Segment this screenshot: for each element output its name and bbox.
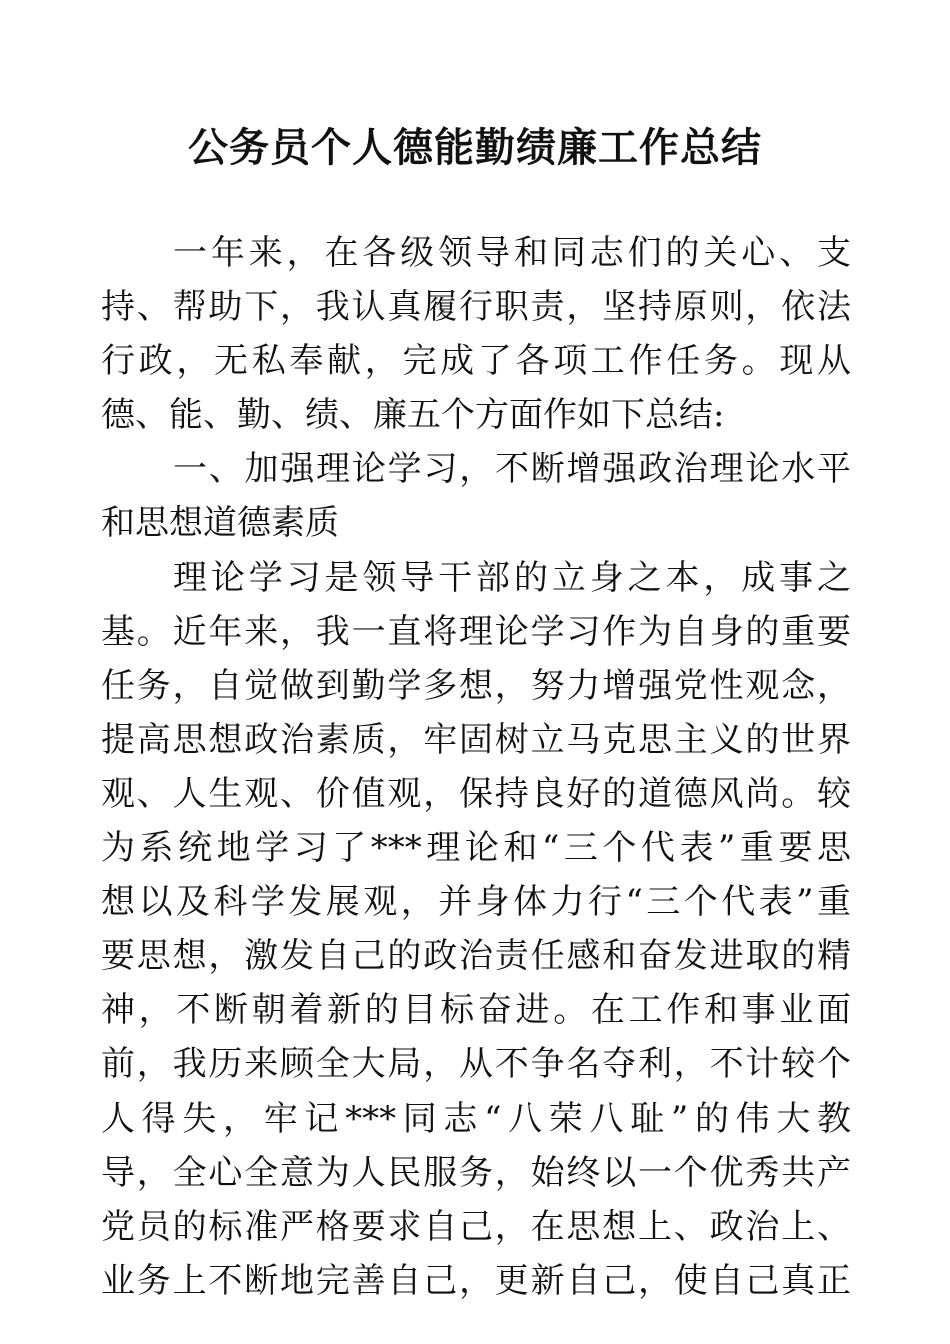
text-line: 德、能、勤、绩、廉五个方面作如下总结: (101, 395, 725, 436)
text-line: 基。近年来，我一直将理论学习作为自身的重要 (101, 611, 851, 652)
document-body (101, 226, 851, 1308)
text-line: 要思想，激发自己的政治责任感和奋发进取的精 (101, 936, 851, 977)
text-line: 一年来，在各级领导和同志们的关心、支 (173, 233, 851, 273)
text-line: 持、帮助下，我认真履行职责，坚持原则，依法 (101, 287, 851, 328)
text-line: 前，我历来顾全大局，从不争名夺利，不计较个 (101, 1044, 851, 1085)
text-line: 神，不断朝着新的目标奋进。在工作和事业面 (101, 990, 851, 1031)
text-line: 业务上不断地完善自己，更新自己，使自己真正 (101, 1260, 851, 1301)
page-title: 公务员个人德能勤绩廉工作总结 (188, 124, 762, 171)
text-line: 想以及科学发展观，并身体力行“三个代表”重 (101, 882, 851, 923)
text-line: 党员的标准严格要求自己，在思想上、政治上、 (101, 1206, 851, 1247)
text-line: 任务，自觉做到勤学多想，努力增强党性观念， (101, 665, 851, 706)
text-line: 人得失，牢记***同志“八荣八耻”的伟大教 (101, 1098, 851, 1139)
text-line: 观、人生观、价值观，保持良好的道德风尚。较 (101, 773, 851, 814)
text-line: 和思想道德素质 (101, 503, 339, 544)
text-line: 为系统地学习了***理论和“三个代表”重要思 (101, 828, 851, 869)
text-line: 导，全心全意为人民服务，始终以一个优秀共产 (101, 1152, 851, 1193)
text-line: 提高思想政治素质，牢固树立马克思主义的世界 (101, 719, 851, 760)
text-line: 理论学习是领导干部的立身之本，成事之 (173, 557, 851, 598)
text-line: 一、加强理论学习，不断增强政治理论水平 (173, 449, 851, 490)
text-line: 行政，无私奉献，完成了各项工作任务。现从 (101, 341, 851, 382)
